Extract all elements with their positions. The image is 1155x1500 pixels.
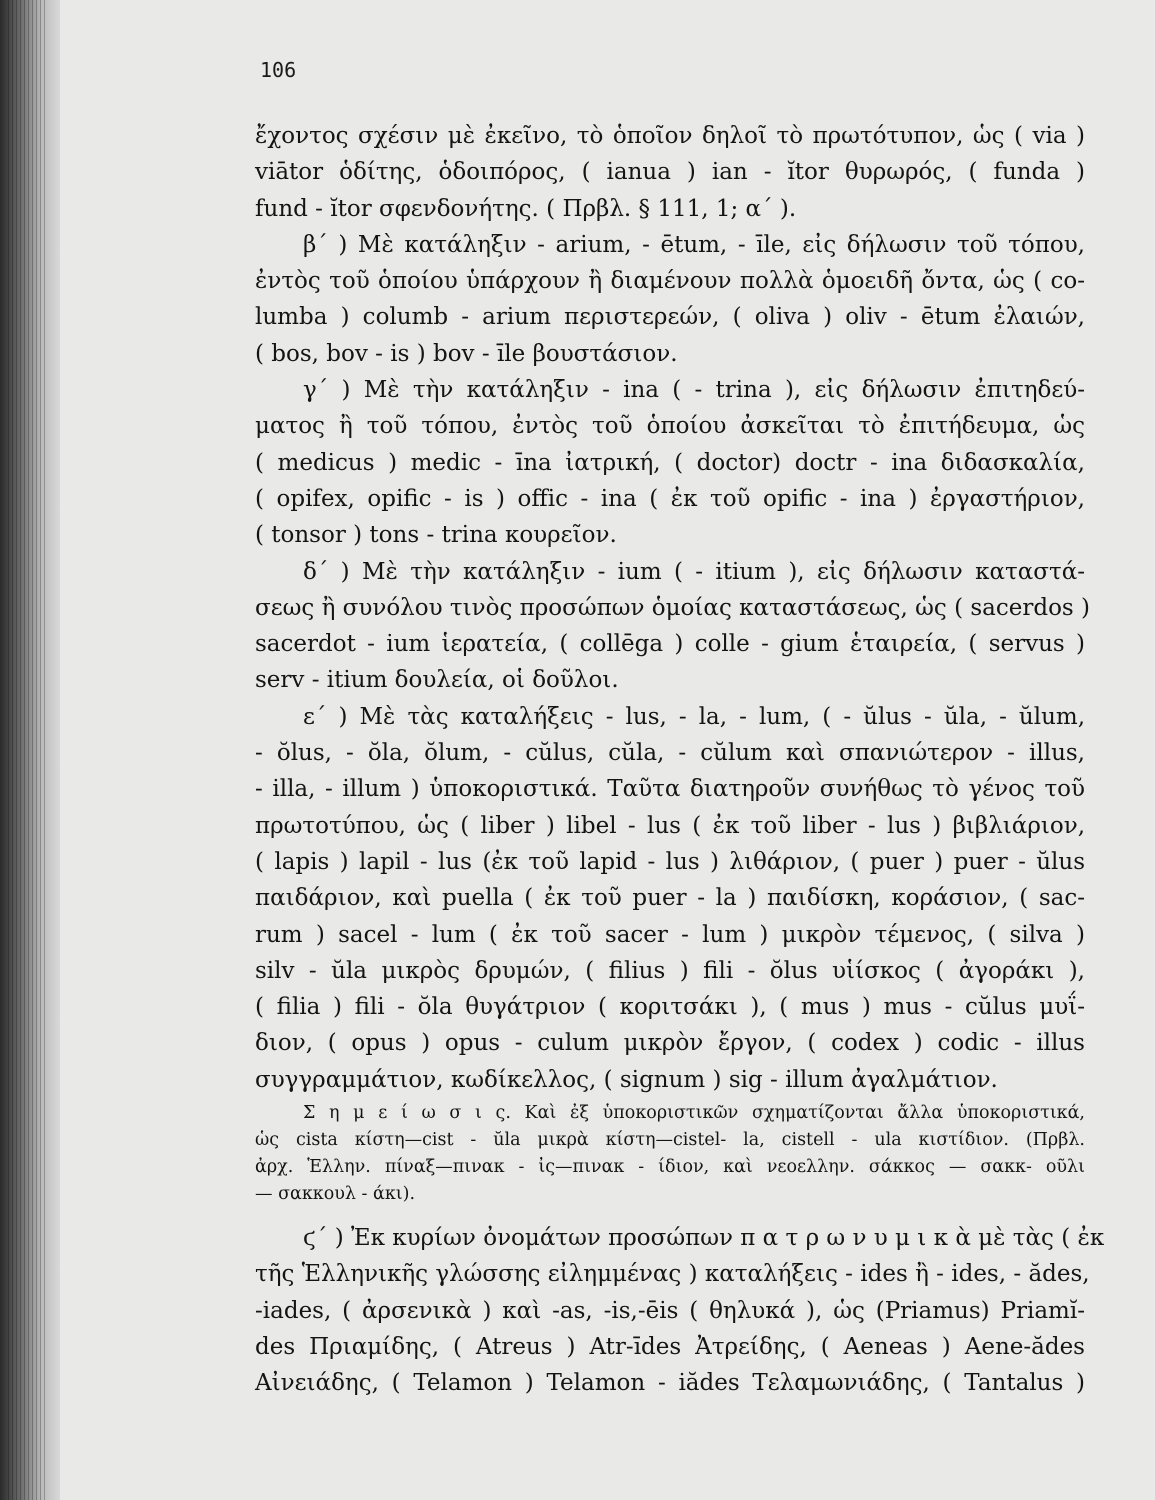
text-line: ( tonsor ) tons - trina κουρεῖον. xyxy=(255,522,617,549)
text-line: συγγραμμάτιον, κωδίκελλος, ( signum ) sig - illum ἀγαλμάτιον. xyxy=(255,1066,998,1093)
text-line: σεως ἢ συνόλου τινὸς προσώπων ὁμοίας καταστάσεως, ὡς ( sacerdos ) xyxy=(255,594,1091,621)
note-line: — σακκουλ - άκι). xyxy=(255,1184,416,1205)
text-line: serv - itium δουλεία, οἱ δοῦλοι. xyxy=(255,667,619,694)
paragraph-epsilon xyxy=(255,699,1085,1098)
text-line: des Πριαμίδης, ( Atreus ) Atr-īdes Ἀτρείδης, ( Aeneas ) Aene-ădes xyxy=(255,1333,1085,1360)
text-line: ( filia ) fili - ŏla θυγάτριον ( κοριτσάκι ), ( mus ) mus - cŭlus μυΐ- xyxy=(255,994,1085,1021)
text-line: ( bos, bov - is ) bov - īle βουστάσιον. xyxy=(255,340,678,367)
text-line: τῆς Ἑλληνικῆς γλώσσης εἰλημμένας ) καταλήξεις - ides ἢ - ides, - ădes, xyxy=(255,1261,1090,1288)
text-line: - illa, - illum ) ὑποκοριστικά. Ταῦτα διατηροῦν συνήθως τὸ γένος τοῦ xyxy=(255,776,1085,803)
page-body xyxy=(255,118,1105,1402)
text-line: viātor ὁδίτης, ὁδοιπόρος, ( ianua ) ian - ĭtor θυρωρός, ( funda ) xyxy=(255,159,1085,186)
text-line: silv - ŭla μικρὸς δρυμών, ( filius ) fili - ŏlus υἱίσκος ( ἀγοράκι ), xyxy=(255,957,1085,984)
text-line: - ŏlus, - ŏla, ŏlum, - cŭlus, cŭla, - cŭlum καὶ σπανιώτερον - illus, xyxy=(255,740,1085,767)
text-line: sacerdot - ium ἱερατεία, ( collēga ) colle - gium ἑταιρεία, ( servus ) xyxy=(255,631,1085,658)
text-line: rum ) sacel - lum ( ἐκ τοῦ sacer - lum ) μικρὸν τέμενος, ( silva ) xyxy=(255,921,1085,948)
text-line: ἐντὸς τοῦ ὁποίου ὑπάρχουν ἢ διαμένουν πολλὰ ὁμοειδῆ ὄντα, ὡς ( co- xyxy=(255,268,1085,295)
text-line: -iades, ( ἀρσενικὰ ) καὶ -as, -is,-ēis ( θηλυκά ), ὡς (Priamus) Priamĭ- xyxy=(255,1297,1085,1324)
text-line: ϛ΄ ) Ἐκ κυρίων ὀνομάτων προσώπων π α τ ρ ω ν υ μ ι κ ὰ μὲ τὰς ( ἐκ xyxy=(303,1225,1105,1252)
text-line: ε΄ ) Μὲ τὰς καταλήξεις - lus, - la, - lum, ( - ŭlus - ŭla, - ŭlum, xyxy=(303,703,1085,730)
paragraph-stigma xyxy=(255,1220,1105,1401)
text-line: γ΄ ) Μὲ τὴν κατάληξιν - ina ( - trina ), εἰς δήλωσιν ἐπιτηδεύ- xyxy=(303,377,1085,404)
book-gutter xyxy=(0,0,60,1500)
text-line: fund - ĭtor σφενδονήτης. ( Πρβλ. § 111, 1; α΄ ). xyxy=(255,195,797,222)
text-line: β΄ ) Μὲ κατάληξιν - arium, - ētum, - īle, εἰς δήλωσιν τοῦ τόπου, xyxy=(303,231,1085,258)
text-line: lumba ) columb - arium περιστερεών, ( oliva ) oliv - ētum ἐλαιών, xyxy=(255,304,1085,331)
page-edges xyxy=(8,0,48,1500)
text-line: διον, ( opus ) opus - culum μικρὸν ἔργον, ( codex ) codic - illus xyxy=(255,1030,1085,1057)
text-line: ματος ἢ τοῦ τόπου, ἐντὸς τοῦ ὁποίου ἀσκεῖται τὸ ἐπιτήδευμα, ὡς xyxy=(255,413,1085,440)
note-block xyxy=(255,1100,1085,1208)
paragraph-delta xyxy=(255,554,1091,699)
note-line: ὡς cista κίστη—cist - ŭla μικρὰ κίστη—cistel- la, cistell - ula κιστίδιον. (Πρβλ. xyxy=(255,1130,1085,1151)
text-line: δ΄ ) Μὲ τὴν κατάληξιν - ium ( - itium ), εἰς δήλωσιν καταστά- xyxy=(303,558,1085,585)
text-line: ( lapis ) lapil - lus (ἐκ τοῦ lapid - lus ) λιθάριον, ( puer ) puer - ŭlus xyxy=(255,848,1085,875)
text-line: παιδάριον, καὶ puella ( ἐκ τοῦ puer - la ) παιδίσκη, κοράσιον, ( sac- xyxy=(255,885,1085,912)
text-line: Αἰνειάδης, ( Telamon ) Telamon - iădes Τελαμωνιάδης, ( Tantalus ) xyxy=(255,1370,1085,1397)
page xyxy=(60,0,1155,1500)
text-line: πρωτοτύπου, ὡς ( liber ) libel - lus ( ἐκ τοῦ liber - lus ) βιβλιάριον, xyxy=(255,812,1085,839)
note-line: ἀρχ. Ἑλλην. πίναξ—πινακ - ἰς—πινακ - ίδιον, καὶ νεοελλην. σάκκος — σακκ- οῦλι xyxy=(255,1157,1085,1178)
page-number: 106 xyxy=(260,58,297,82)
text-line: ( medicus ) medic - īna ἰατρική, ( doctor) doctr - ina διδασκαλία, xyxy=(255,449,1085,476)
text-line: ( opifex, opific - is ) offic - ina ( ἐκ τοῦ opific - ina ) ἐργαστήριον, xyxy=(255,485,1085,512)
note-line: Σ η μ ε ί ω σ ι ς. Καὶ ἐξ ὑποκοριστικῶν σχηματίζονται ἄλλα ὑποκοριστικά, xyxy=(303,1103,1085,1124)
paragraph-gamma xyxy=(255,372,1085,553)
paragraph-continuation xyxy=(255,118,1085,227)
paragraph-beta xyxy=(255,227,1085,372)
text-line: ἔχοντος σχέσιν μὲ ἐκεῖνο, τὸ ὁποῖον δηλοῖ τὸ πρωτότυπον, ὡς ( via ) xyxy=(255,123,1085,149)
